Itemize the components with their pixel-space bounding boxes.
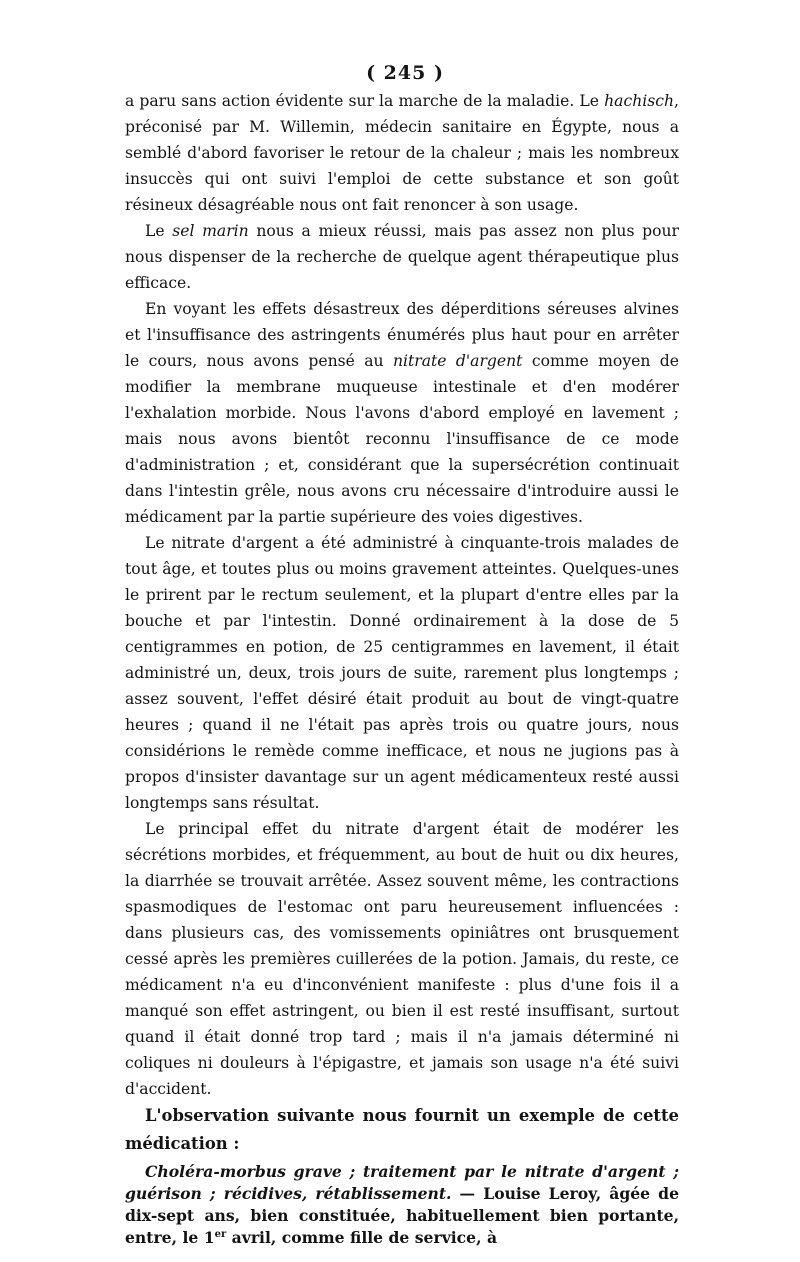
text-run: , préconisé par M. Willemin, médecin sanitaire en Égypte, nous a semblé d'abord favoriser le retour de la chaleur ; mais les nombreux insuccès qui ont suivi l'emploi de cette substance et son goût résineux désagréable nous ont fait renoncer à son usage. bbox=[125, 92, 679, 214]
text-run: — Louise Leroy, âgée de dix-sept ans, bien constituée, habituellement bien portante, entre, le 1 bbox=[125, 1184, 679, 1247]
paragraph-sel-marin bbox=[125, 218, 679, 296]
text-run: Le principal effet du nitrate d'argent était de modérer les sécrétions morbides, et fréquemment, au bout de huit ou dix heures, la diarrhée se trouvait arrêtée. Assez souvent même, les contractions spasmodiques de l'estomac ont paru heureusement influencées : dans plusieurs cas, des vomissements opiniâtres ont brusquement cessé après les premières cuillerées de la potion. Jamais, du reste, ce médicament n'a eu d'inconvénient manifeste : plus d'une fois il a manqué son effet astringent, ou bien il est resté insuffisant, surtout quand il était donné trop tard ; mais il n'a jamais déterminé ni coliques ni douleurs à l'épigastre, et jamais son usage n'a été suivi d'accident. bbox=[125, 820, 679, 1098]
text-run: Le bbox=[145, 222, 173, 240]
paragraph-nitrate-intro bbox=[125, 296, 679, 530]
paragraph-hachisch bbox=[125, 88, 679, 218]
italic-text: Choléra-morbus grave ; traitement par le nitrate d'argent ; guérison ; récidives, rétablissement. bbox=[125, 1162, 679, 1203]
text-run: nous a mieux réussi, mais pas assez non plus pour nous dispenser de la recherche de quelque agent thérapeutique plus efficace. bbox=[125, 222, 679, 292]
superscript-text: er bbox=[214, 1228, 227, 1240]
text-run: En voyant les effets désastreux des déperditions séreuses alvines et l'insuffisance des astringents énumérés plus haut pour en arrêter le cours, nous avons pensé au bbox=[125, 300, 679, 370]
paragraph-effects bbox=[125, 816, 679, 1102]
book-page bbox=[125, 58, 679, 1249]
text-run: comme moyen de modifier la membrane muqueuse intestinale et d'en modérer l'exhalation morbide. Nous l'avons d'abord employé en lavement ; mais nous avons bientôt reconnu l'insuffisance de ce mode d'administration ; et, considérant que la supersécrétion continuait dans l'intestin grêle, nous avons cru nécessaire d'introduire aussi le médicament par la partie supérieure des voies digestives. bbox=[125, 352, 680, 526]
text-run: avril, comme fille de service, à bbox=[226, 1228, 498, 1247]
text-run: a paru sans action évidente sur la marche de la maladie. Le bbox=[125, 92, 605, 110]
italic-text: hachisch bbox=[604, 92, 675, 110]
italic-text: nitrate d'argent bbox=[392, 352, 523, 370]
page-number: ( 245 ) bbox=[366, 62, 444, 84]
text-run: L'observation suivante nous fournit un exemple de cette médication : bbox=[125, 1106, 679, 1153]
italic-text: sel marin bbox=[172, 222, 249, 240]
paragraph-observation-intro bbox=[125, 1102, 679, 1158]
paragraph-administration bbox=[125, 530, 679, 816]
text-run: Le nitrate d'argent a été administré à cinquante-trois malades de tout âge, et toutes plus ou moins gravement atteintes. Quelques-unes le prirent par le rectum seulement, et la plupart d'entre elles par la bouche et par l'intestin. Donné ordinairement à la dose de 5 centigrammes en potion, de 25 centigrammes en lavement, il était administré un, deux, trois jours de suite, rarement plus longtemps ; assez souvent, l'effet désiré était produit au bout de vingt-quatre heures ; quand il ne l'était pas après trois ou quatre jours, nous considérions le remède comme inefficace, et nous ne jugions pas à propos d'insister davantage sur un agent médicamenteux resté aussi longtemps sans résultat. bbox=[125, 534, 679, 812]
paragraph-observation-case bbox=[125, 1161, 679, 1249]
